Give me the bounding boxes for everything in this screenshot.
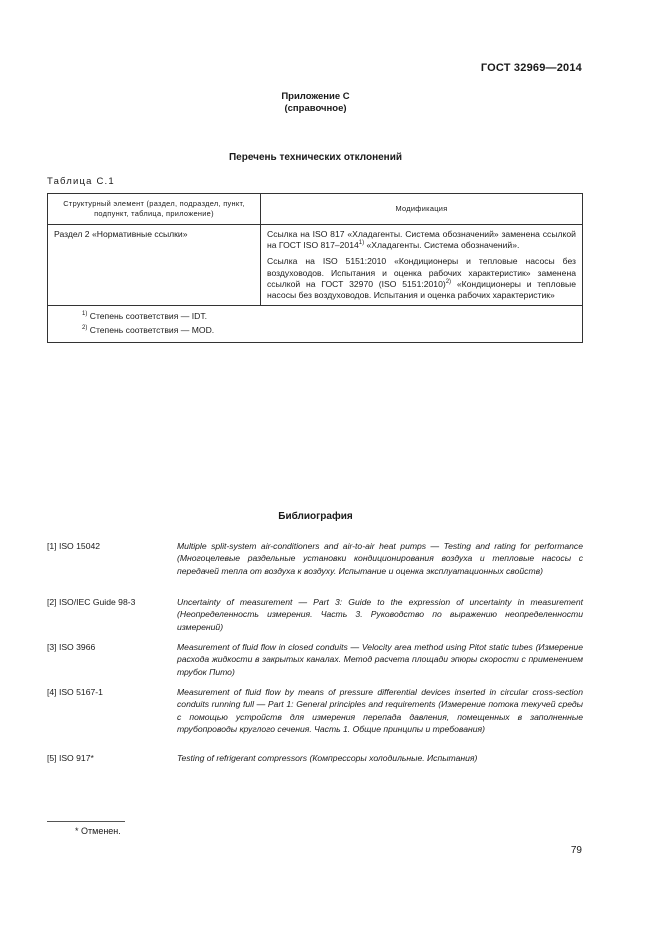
bibliography-entry [47,540,583,577]
modification-text: Ссылка на ISO 817 «Хладагенты. Система обозначений» заменена ссылкой на ГОСТ ISO 817–2014 [267,229,576,251]
note-text: Степень соответствия — IDT. [87,311,208,322]
footnote-ref: 2) [445,278,452,285]
table-note [82,310,576,324]
entry-text: Testing of refrigerant compressors (Компрессоры холодильные. Испытания) [177,753,478,763]
modification-cell [261,225,583,306]
table-notes [48,306,583,343]
modification-text: Ссылка на ISO 5151:2010 «Кондиционеры и тепловые насосы без воздуховодов. Испытания и оценка рабочих характеристик» заменена ссылкой на ГОСТ 32970 (ISO 5151:2010) [267,256,576,289]
bibliography-entry [47,641,583,678]
deviations-table [47,193,583,343]
table-note [82,324,576,338]
table-header-row [48,194,583,225]
bibliography-entry [47,752,583,764]
structural-element-cell: Раздел 2 «Нормативные ссылки» [48,225,261,306]
bibliography-entry [47,596,583,633]
deviations-title: Перечень технических отклонений [228,152,403,163]
column-header-modification: Модификация [261,194,583,225]
annex-title: Приложение С [281,91,350,102]
page-number: 79 [570,845,582,856]
modification-text: «Кондиционеры и тепловые насосы без воздуховодов. Испытания и оценка рабочих характеристик» [267,278,576,301]
table-caption: Таблица С.1 [47,176,115,187]
entry-text: Measurement of fluid flow in closed conduits — Velocity area method using Pitot static tubes (Измерение расхода жидкости в закрытых каналах. Метод расчета площади эпюры скорости с применением трубок Пито) [177,642,583,677]
footnote-mark: 2) [82,324,88,331]
annex-subtitle: (справочное) [284,103,347,114]
entry-reference: [3] ISO 3966 [47,642,96,652]
footnote-mark: 1) [82,311,88,318]
modification-paragraph [267,229,576,251]
column-header-element: Структурный элемент (раздел, подраздел, пункт, подпункт, таблица, приложение) [48,194,261,225]
bibliography-title: Библиография [278,511,353,522]
footnote-divider [47,821,125,822]
standard-number: ГОСТ 32969—2014 [480,62,582,74]
entry-reference: [5] ISO 917* [47,753,94,763]
table-row [48,225,583,306]
entry-reference: [1] ISO 15042 [47,541,101,551]
annex-heading [0,91,631,115]
entry-text: Measurement of fluid flow by means of pressure differential devices inserted in circular cross-section conduits running full — Part 1: General principles and requirements (Измерение потока текучей среды с помощью устройств для измерения перепада давления, помещенных в заполненные трубопроводы круглого сечения. Часть 1. Общие принципы и требования) [177,687,583,734]
entry-reference: [2] ISO/IEC Guide 98-3 [47,597,136,607]
table-notes-row [48,306,583,343]
entry-text: Multiple split-system air-conditioners and air-to-air heat pumps — Testing and rating for performance (Многоцелевые раздельные установки кондиционирования воздуха и тепловые насосы с передачей тепла от воздуха к воздуху. Испытание и оценка эксплуатационных свойств) [177,541,583,576]
footnote: * Отменен. [75,826,121,836]
modification-text: «Хладагенты. Система обозначений». [364,240,520,251]
entry-text: Uncertainty of measurement — Part 3: Guide to the expression of uncertainty in measurement (Неопределенность измерения. Часть 3. Руководство по выражению неопределенности измерений) [177,597,583,632]
footnote-ref: 1) [358,240,365,247]
note-text: Степень соответствия — MOD. [87,324,215,335]
bibliography-entry [47,686,583,735]
modification-paragraph [267,256,576,301]
entry-reference: [4] ISO 5167-1 [47,687,103,697]
